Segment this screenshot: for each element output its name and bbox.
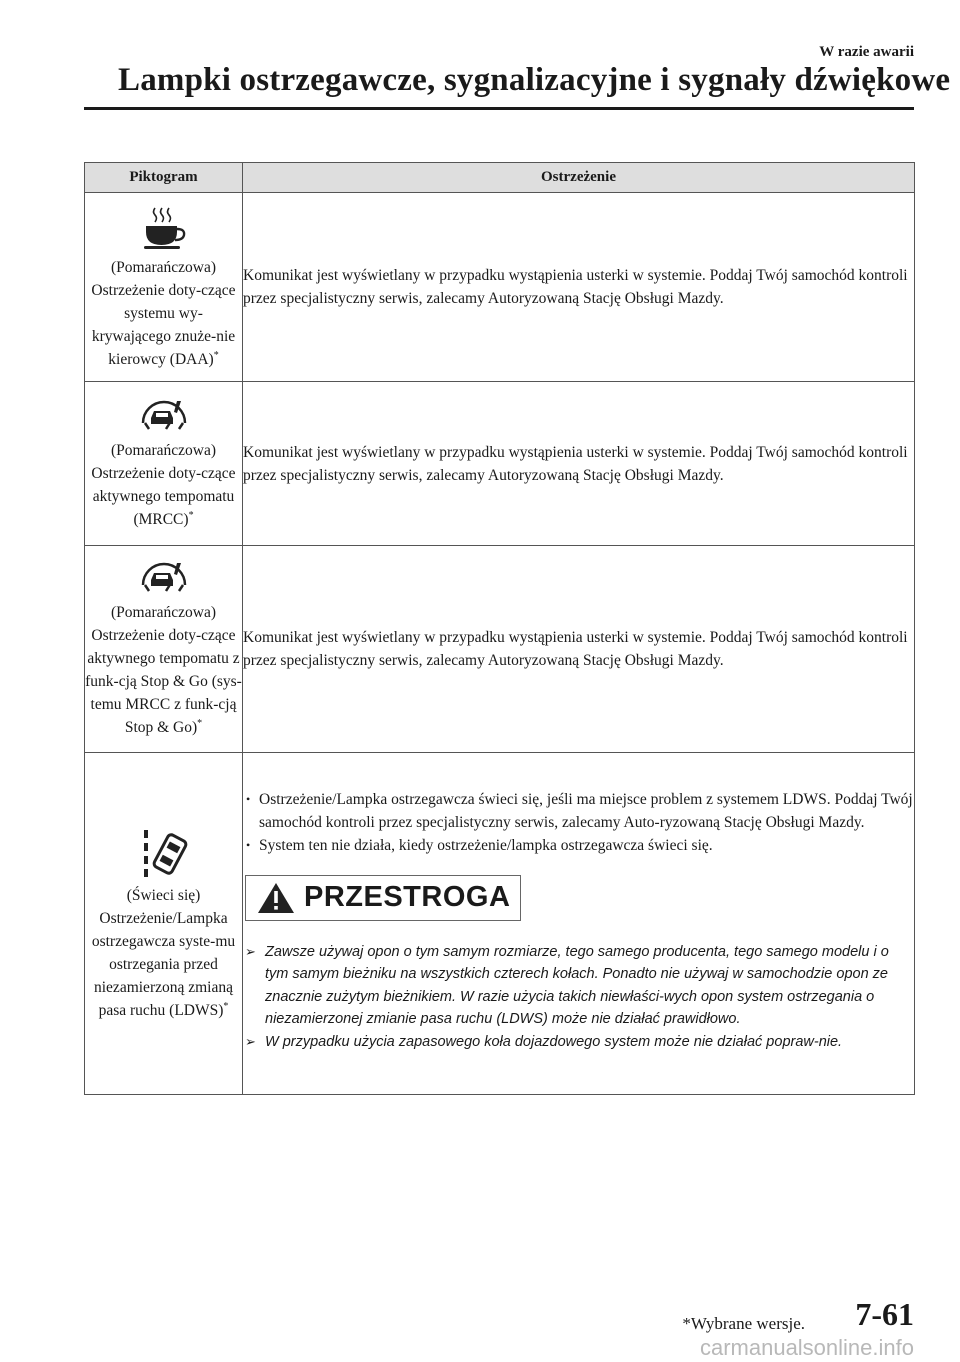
symbol-description: (Pomarańczowa) Ostrzeżenie doty-czące aktywnego tempomatu (MRCC)* <box>91 441 236 528</box>
list-item: ➢ Zawsze używaj opon o tym samym rozmiarze, tego samego producenta, tego samego modelu i o tym samym bieżniku na wszystkich czterech kołach. Ponadto nie używaj w samochodzie opon ze znacznie zużytym bieżnikiem. W razie użycia takich niewłaści-wych opon system ostrzegania o niezamierzonej zmianie pasa ruchu (LDWS) może nie działać prawidłowo. <box>243 941 914 1031</box>
table-row <box>85 546 915 753</box>
column-header-pictogram: Piktogram <box>85 163 243 193</box>
table-row <box>85 193 915 382</box>
caution-label: PRZESTROGA <box>304 881 511 914</box>
page-number: 7-61 <box>855 1296 914 1332</box>
table-row <box>85 382 915 546</box>
radar-cruise-stop-go-icon <box>139 561 189 595</box>
symbol-cell <box>85 382 243 546</box>
page-title: Lampki ostrzegawcze, sygnalizacyjne i sygnały dźwiękowe <box>118 62 951 98</box>
radar-cruise-control-icon <box>139 399 189 433</box>
warning-text: Komunikat jest wyświetlany w przypadku wystąpienia usterki w systemie. Poddaj Twój samochód kontroli przez specjalistyczny serwis, zalecamy Autoryzowaną Stację Obsługi Mazdy. <box>243 193 915 382</box>
table-header-row <box>85 163 915 193</box>
symbol-cell <box>85 753 243 1095</box>
warning-triangle-icon <box>256 881 296 915</box>
lane-departure-warning-icon <box>140 828 188 878</box>
title-rule <box>84 107 914 110</box>
warning-bullets <box>243 788 914 857</box>
caution-notes <box>243 941 914 1060</box>
list-item: • System ten nie działa, kiedy ostrzeżenie/lampka ostrzegawcza świeci się. <box>243 834 914 857</box>
list-item: • Ostrzeżenie/Lampka ostrzegawcza świeci się, jeśli ma miejsce problem z systemem LDWS. Poddaj Twój samochód kontroli przez specjalistyczny serwis, zalecamy Auto-ryzowaną Stację Obsługi Mazdy. <box>243 788 914 834</box>
warning-text: Komunikat jest wyświetlany w przypadku wystąpienia usterki w systemie. Poddaj Twój samochód kontroli przez specjalistyczny serwis, zalecamy Autoryzowaną Stację Obsługi Mazdy. <box>243 546 915 753</box>
warning-text <box>243 753 915 1095</box>
symbol-cell <box>85 546 243 753</box>
list-item: ➢ W przypadku użycia zapasowego koła dojazdowego system może nie działać popraw-nie. <box>243 1031 914 1054</box>
symbol-cell <box>85 193 243 382</box>
symbol-description: (Świeci się) Ostrzeżenie/Lampka ostrzegawcza syste-mu ostrzegania przed niezamierzoną zmianą pasa ruchu (LDWS)* <box>91 886 236 1019</box>
section-label: W razie awarii <box>819 44 914 60</box>
watermark: carmanualsonline.info <box>699 1335 914 1360</box>
driver-attention-coffee-icon <box>141 206 187 250</box>
column-header-warning: Ostrzeżenie <box>243 163 915 193</box>
caution-box <box>245 875 521 921</box>
symbol-description: (Pomarańczowa) Ostrzeżenie doty-czące systemu wy-krywającego znuże-nie kierowcy (DAA)* <box>91 258 236 368</box>
warning-lights-table <box>84 162 915 1095</box>
symbol-description: (Pomarańczowa) Ostrzeżenie doty-czące aktywnego tempomatu z funk-cją Stop & Go (sys-temu MRCC z funk-cją Stop & Go)* <box>85 604 242 736</box>
table-row <box>85 753 915 1095</box>
warning-text: Komunikat jest wyświetlany w przypadku wystąpienia usterki w systemie. Poddaj Twój samochód kontroli przez specjalistyczny serwis, zalecamy Autoryzowaną Stację Obsługi Mazdy. <box>243 382 915 546</box>
footnote: *Wybrane wersje. <box>682 1314 805 1333</box>
